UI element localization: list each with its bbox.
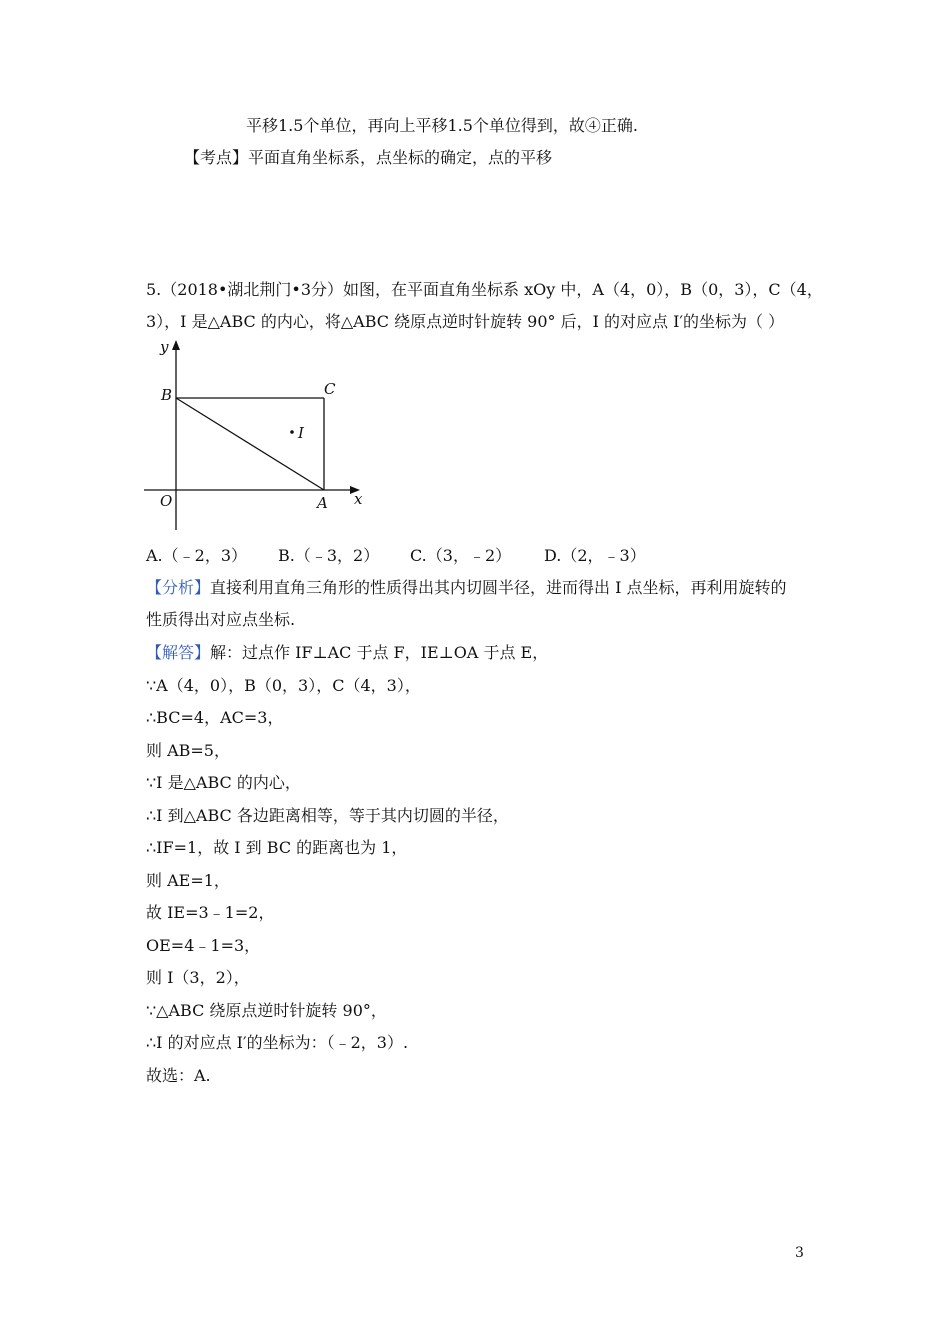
label-y: y	[160, 338, 169, 356]
option-d: D.（2，﹣3）	[544, 546, 646, 565]
solution-step: 则 AE=1，	[146, 871, 230, 890]
kaodian-line	[184, 148, 552, 168]
solution-step: 故选：A.	[146, 1066, 211, 1085]
y-axis-arrow	[172, 340, 180, 350]
analysis-line-1	[146, 578, 787, 598]
prev-solution-line: 平移1.5个单位，再向上平移1.5个单位得到，故④正确.	[246, 116, 638, 135]
option-c: C.（3，﹣2）	[410, 546, 512, 565]
solution-step: OE=4﹣1=3，	[146, 936, 261, 955]
label-c: C	[324, 380, 336, 398]
segment-ab	[176, 398, 324, 490]
solution-step: ∵I 是△ABC 的内心，	[146, 773, 301, 792]
kaodian-tag: 【考点】	[184, 148, 249, 167]
analysis-text-1: 直接利用直角三角形的性质得出其内切圆半径，进而得出 I 点坐标，再利用旋转的	[210, 578, 787, 597]
solution-step: ∵A（4，0），B（0，3），C（4，3），	[146, 676, 421, 695]
solution-step: ∴BC=4，AC=3，	[146, 708, 284, 727]
label-b: B	[161, 386, 173, 404]
coordinate-figure	[140, 336, 370, 536]
option-b: B.（﹣3，2）	[278, 546, 380, 565]
solution-step: 故 IE=3﹣1=2，	[146, 903, 275, 922]
question-line-1: 5.（2018•湖北荆门•3分）如图，在平面直角坐标系 xOy 中，A（4，0），B（0，3），C（4，	[146, 280, 823, 299]
solution-step: ∴I 的对应点 I′的坐标为：（﹣2，3）.	[146, 1033, 409, 1052]
solution-tag: 【解答】	[146, 643, 211, 662]
label-i: I	[298, 424, 304, 442]
analysis-line-2: 性质得出对应点坐标.	[146, 610, 296, 629]
page-number: 3	[795, 1245, 804, 1261]
solution-text-1: 解：过点作 IF⊥AC 于点 F，IE⊥OA 于点 E，	[210, 643, 549, 662]
solution-step: ∴IF=1，故 I 到 BC 的距离也为 1，	[146, 838, 408, 857]
kaodian-text: 平面直角坐标系，点坐标的确定，点的平移	[248, 148, 553, 167]
coordinate-figure-svg	[140, 336, 370, 536]
question-line-2: 3），I 是△ABC 的内心，将△ABC 绕原点逆时针旋转 90° 后，I 的对应点 I′的坐标为（ ）	[146, 312, 785, 331]
option-a: A.（﹣2，3）	[146, 546, 248, 565]
label-o: O	[160, 492, 173, 510]
solution-step: ∵△ABC 绕原点逆时针旋转 90°，	[146, 1001, 387, 1020]
label-a: A	[317, 494, 328, 512]
solution-line-1	[146, 643, 548, 663]
label-x: x	[354, 490, 363, 508]
analysis-tag: 【分析】	[146, 578, 211, 597]
solution-step: ∴I 到△ABC 各边距离相等，等于其内切圆的半径，	[146, 806, 509, 825]
solution-step: 则 AB=5，	[146, 741, 230, 760]
solution-step: 则 I（3，2），	[146, 968, 250, 987]
incenter-point	[290, 430, 294, 434]
